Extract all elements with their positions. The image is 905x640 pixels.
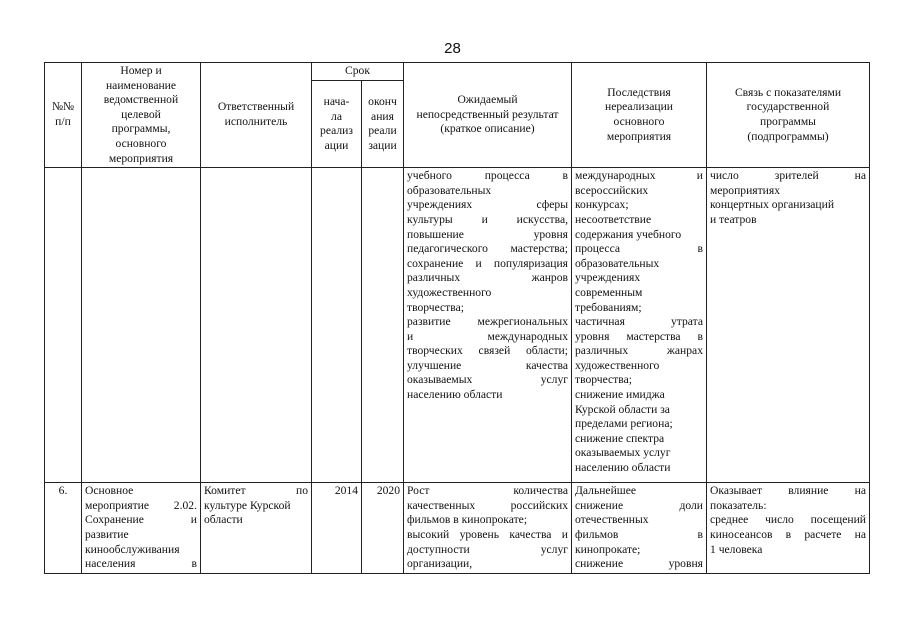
- cell-executor: [201, 168, 312, 483]
- table-row: [45, 483, 870, 574]
- cell-executor: Комитет по культуре Курской области: [201, 483, 312, 574]
- cell-num: 6.: [45, 483, 82, 574]
- cell-indicator-link: число зрителей на мероприятиях концертных организаций и театров: [707, 168, 870, 483]
- header-end: оконч ания реали зации: [362, 81, 404, 168]
- cell-expected-result: Рост количества качественных российских фильмов в кинопрокате; высокий уровень качества и доступности услуг организации,: [404, 483, 572, 574]
- header-num: №№ п/п: [45, 63, 82, 168]
- header-term: Срок: [312, 63, 404, 81]
- cell-start: 2014: [312, 483, 362, 574]
- cell-program-name: Основное мероприятие 2.02. Сохранение и развитие кинообслуживания населения в: [82, 483, 201, 574]
- cell-consequences: Дальнейшее снижение доли отечественных фильмов в кинопрокате; снижение уровня: [572, 483, 707, 574]
- cell-indicator-link: Оказывает влияние на показатель: среднее число посещений киносеансов в расчете на 1 человека: [707, 483, 870, 574]
- header-start: нача- ла реализ ации: [312, 81, 362, 168]
- cell-expected-result: учебного процесса в образовательных учреждениях сферы культуры и искусства, повышение уровня педагогического мастерства; сохранение и популяризация различных жанров художественного творчества; развитие межрегиональных и международных творческих связей области; улучшение качества оказываемых услуг населению области: [404, 168, 572, 483]
- cell-program-name: [82, 168, 201, 483]
- program-table: [44, 62, 870, 574]
- header-consequences: Последствия нереализации основного мероприятия: [572, 63, 707, 168]
- cell-num: [45, 168, 82, 483]
- header-executor: Ответственный исполнитель: [201, 63, 312, 168]
- cell-end: [362, 168, 404, 483]
- table-row: [45, 168, 870, 483]
- page-number: 28: [444, 40, 461, 57]
- cell-consequences: международных и всероссийских конкурсах; несоответствие содержания учебного процесса в образовательных учреждениях современным требованиям; частичная утрата уровня мастерства в различных жанрах художественного творчества; снижение имиджа Курской области за пределами региона; снижение спектра оказываемых услуг населению области: [572, 168, 707, 483]
- header-expected-result: Ожидаемый непосредственный результат (краткое описание): [404, 63, 572, 168]
- header-indicator-link: Связь с показателями государственной программы (подпрограммы): [707, 63, 870, 168]
- cell-start: [312, 168, 362, 483]
- cell-end: 2020: [362, 483, 404, 574]
- header-program-name: Номер и наименование ведомственной целевой программы, основного мероприятия: [82, 63, 201, 168]
